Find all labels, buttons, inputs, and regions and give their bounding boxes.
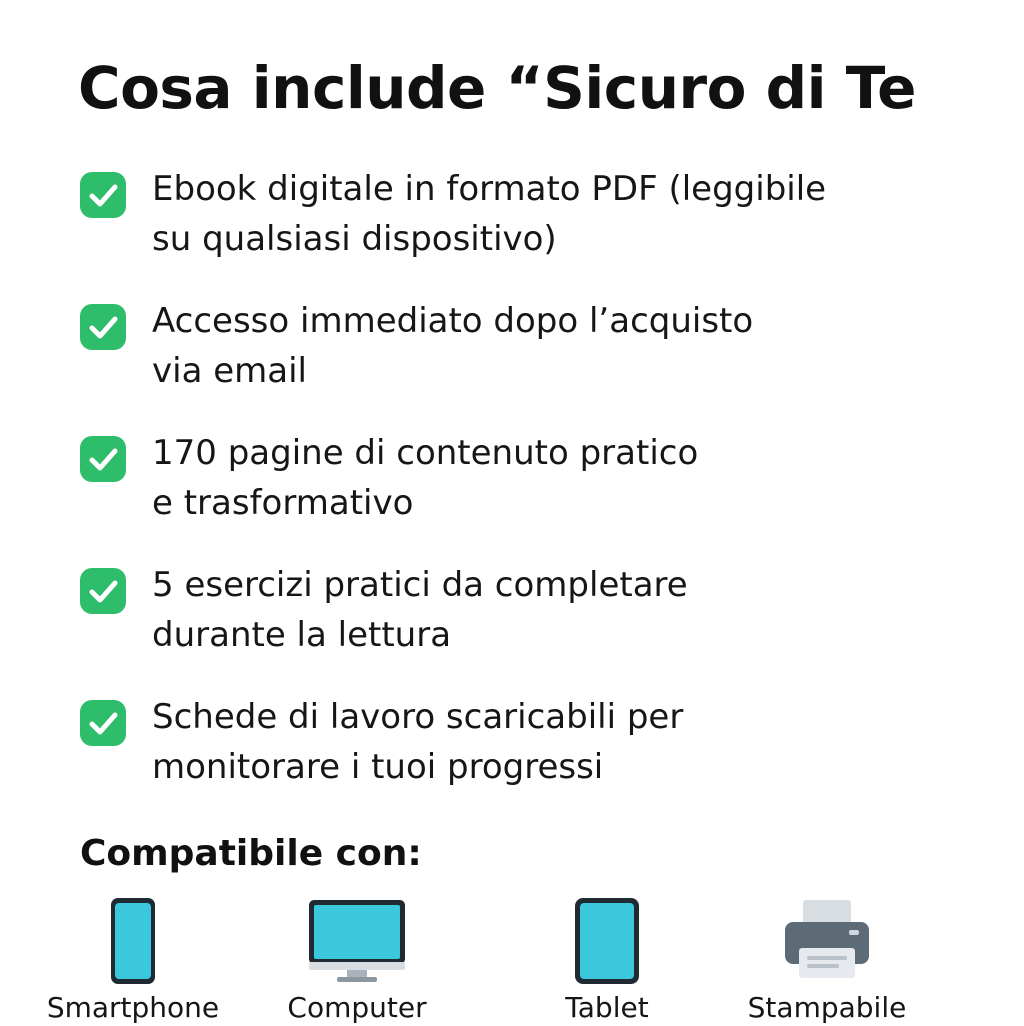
device-label: Smartphone: [46, 991, 220, 1024]
feature-item: [78, 296, 978, 428]
device-label: Computer: [287, 991, 427, 1024]
feature-list: [78, 164, 978, 824]
check-icon: [80, 568, 126, 614]
device-computer: [262, 896, 452, 1026]
computer-icon: [307, 896, 407, 986]
check-icon: [80, 700, 126, 746]
device-tablet: [512, 896, 702, 1026]
device-label: Stampabile: [747, 991, 907, 1024]
device-smartphone: [38, 896, 228, 1026]
page-title: Cosa include “Sicuro di Te: [78, 54, 916, 122]
check-icon: [80, 304, 126, 350]
feature-item: [78, 428, 978, 560]
check-icon: [80, 172, 126, 218]
feature-item: [78, 692, 978, 824]
device-label: Tablet: [565, 991, 649, 1024]
compat-title: Compatibile con:: [80, 833, 422, 874]
tablet-icon: [573, 896, 641, 986]
printer-icon: [781, 896, 873, 986]
check-icon: [80, 436, 126, 482]
feature-item: [78, 560, 978, 692]
feature-text: 170 pagine di contenuto pratico e trasformativo: [152, 433, 699, 523]
device-printer: [722, 896, 932, 1026]
feature-text: Accesso immediato dopo l’acquisto via email: [152, 301, 754, 391]
feature-text: Ebook digitale in formato PDF (leggibile su qualsiasi dispositivo): [152, 169, 827, 259]
smartphone-icon: [109, 896, 157, 986]
feature-text: 5 esercizi pratici da completare durante la lettura: [152, 565, 688, 655]
feature-item: [78, 164, 978, 296]
feature-text: Schede di lavoro scaricabili per monitorare i tuoi progressi: [152, 697, 684, 787]
